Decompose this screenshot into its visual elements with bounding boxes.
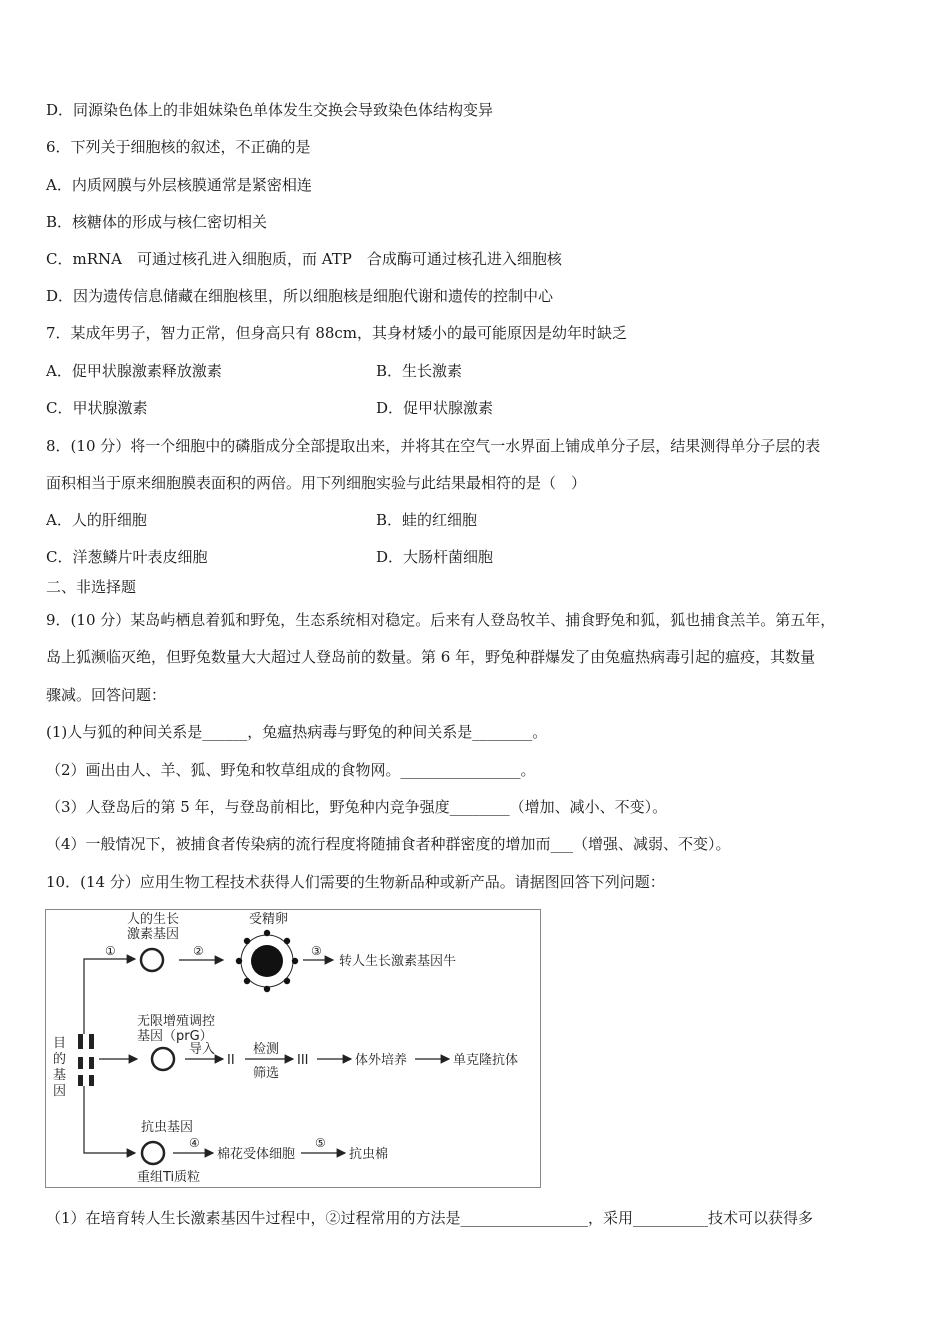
target-label-1: 目 xyxy=(53,1036,67,1051)
screen-label: 筛选 xyxy=(253,1066,280,1081)
question-7: 7．某成年男子，智力正常，但身高只有 88cm，其身材矮小的最可能原因是幼年时缺乏 xyxy=(46,324,628,342)
transgenic-cow-label: 转人生长激素基因牛 xyxy=(339,954,457,969)
option-7d: D．促甲状腺激素 xyxy=(376,399,494,417)
step-3-label: ③ xyxy=(311,944,322,958)
question-8-line1: 8．(10 分）将一个细胞中的磷脂成分全部提取出来，并将其在空气一水界面上铺成单分子层，结果测得单分子层的表 xyxy=(46,437,821,455)
option-6c: C．mRNA 可通过核孔进入细胞质，而 ATP 合成酶可通过核孔进入细胞核 xyxy=(46,250,562,268)
prg-label-1: 无限增殖调控 xyxy=(137,1014,216,1029)
hgh-gene-label-2: 激素基因 xyxy=(127,927,180,942)
option-8c: C．洋葱鳞片叶表皮细胞 xyxy=(46,548,208,566)
option-8d: D．大肠杆菌细胞 xyxy=(376,548,494,566)
step-4-label: ④ xyxy=(189,1136,200,1150)
question-9-line1: 9．(10 分）某岛屿栖息着狐和野兔，生态系统相对稳定。后来有人登岛牧羊、捕食野兔和狐，狐也捕食羔羊。第五年， xyxy=(46,611,836,629)
question-9-part4: （4）一般情况下，被捕食者传染病的流行程度将随捕食者种群密度的增加而___（增强、减弱、不变）。 xyxy=(46,835,731,853)
step-2-label: ② xyxy=(193,944,204,958)
option-6d: D．因为遗传信息储藏在细胞核里，所以细胞核是细胞代谢和遗传的控制中心 xyxy=(46,287,554,305)
option-7a: A．促甲状腺激素释放激素 xyxy=(46,362,222,380)
question-8-line2: 面积相当于原来细胞膜表面积的两倍。用下列细胞实验与此结果最相符的是（ ） xyxy=(46,474,587,492)
option-8b: B．蛙的红细胞 xyxy=(376,511,478,529)
hgh-gene-label-1: 人的生长 xyxy=(127,912,180,927)
question-9-line2: 岛上狐濒临灭绝，但野兔数量大大超过人登岛前的数量。第 6 年，野兔种群爆发了由兔瘟热病毒引起的瘟疫，其数量 xyxy=(46,648,816,666)
question-6: 6．下列关于细胞核的叙述，不正确的是 xyxy=(46,138,311,156)
roman-2-label: II xyxy=(227,1053,235,1068)
detect-label: 检测 xyxy=(253,1042,280,1057)
import-label: 导入 xyxy=(189,1042,216,1057)
option-6a: A．内质网膜与外层核膜通常是紧密相连 xyxy=(46,176,312,194)
option-7c: C．甲状腺激素 xyxy=(46,399,148,417)
target-label-3: 基 xyxy=(53,1068,67,1083)
question-9-line3: 骤减。回答问题： xyxy=(46,686,167,704)
option-8a: A．人的肝细胞 xyxy=(46,511,147,529)
question-9-part2: （2）画出由人、羊、狐、野兔和牧草组成的食物网。________________。 xyxy=(46,761,536,779)
option-5d: D．同源染色体上的非姐妹染色单体发生交换会导致染色体结构变异 xyxy=(46,101,494,119)
question-10-part1: （1）在培育转人生长激素基因牛过程中，②过程常用的方法是_________________，采用__________技术可以获得多 xyxy=(46,1209,814,1227)
target-label-4: 因 xyxy=(53,1084,67,1099)
option-7b: B．生长激素 xyxy=(376,362,463,380)
step-1-label: ① xyxy=(105,944,116,958)
question-9-part1: (1)人与狐的种间关系是______，兔瘟热病毒与野兔的种间关系是________。 xyxy=(46,723,548,741)
bioengineering-figure xyxy=(45,909,541,1188)
option-6b: B．核糖体的形成与核仁密切相关 xyxy=(46,213,268,231)
insect-resistant-cotton-label: 抗虫棉 xyxy=(349,1147,389,1162)
step-5-label: ⑤ xyxy=(315,1136,326,1150)
cotton-cell-label: 棉花受体细胞 xyxy=(217,1147,296,1162)
in-vitro-culture-label: 体外培养 xyxy=(355,1053,408,1068)
question-9-part3: （3）人登岛后的第 5 年，与登岛前相比，野兔种内竞争强度________（增加、减小、不变）。 xyxy=(46,798,668,816)
roman-3-label: III xyxy=(297,1053,309,1068)
egg-label: 受精卵 xyxy=(249,912,289,927)
section-heading: 二、非选择题 xyxy=(46,578,137,596)
monoclonal-antibody-label: 单克隆抗体 xyxy=(453,1053,519,1068)
prg-label-2: 基因（prG） xyxy=(137,1029,213,1044)
target-label-2: 的 xyxy=(53,1052,67,1067)
question-10: 10．(14 分）应用生物工程技术获得人们需要的生物新品种或新产品。请据图回答下列问题： xyxy=(46,873,665,891)
insect-resistance-gene-label: 抗虫基因 xyxy=(141,1120,194,1135)
ti-plasmid-label: 重组Ti质粒 xyxy=(137,1170,201,1185)
